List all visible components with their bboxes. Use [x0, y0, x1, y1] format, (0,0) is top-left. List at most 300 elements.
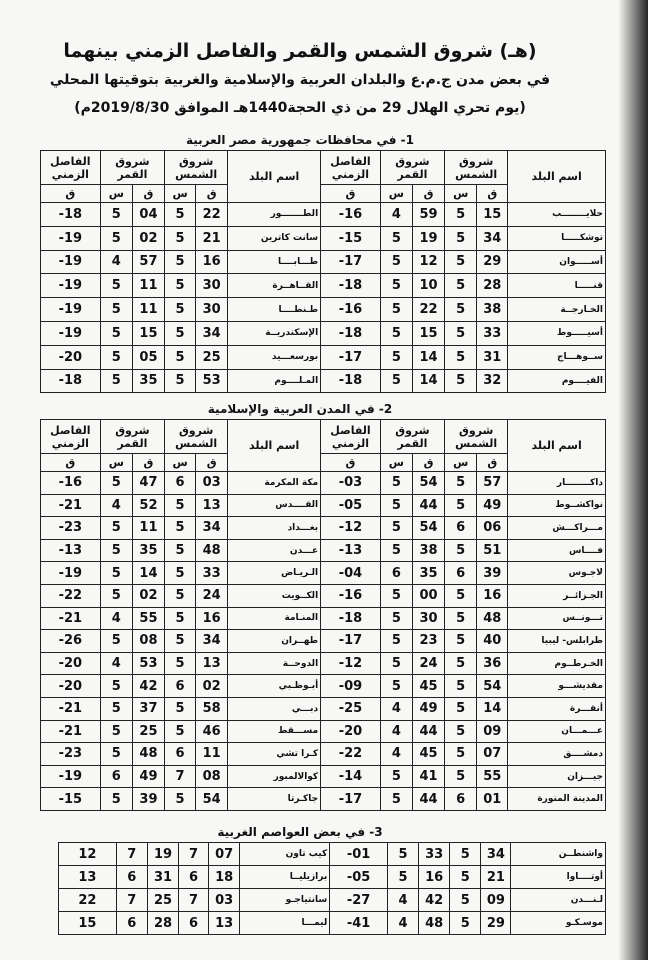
- time-value-cell: 11: [132, 274, 164, 298]
- time-value-cell: 5: [100, 472, 132, 495]
- header-moonrise: شروق القمر: [100, 151, 164, 185]
- section1-title: 1- في محافظات جمهورية مصر العربية: [185, 133, 414, 147]
- table-row: [41, 788, 606, 811]
- time-value-cell: 16: [477, 584, 508, 607]
- city-name-cell: تـــونــس: [508, 607, 606, 630]
- time-value-cell: 4: [380, 203, 412, 227]
- page-date-line: (يوم تحري الهلال 29 من ذي الحجة1440هـ الموافق 2019/8/30م): [74, 100, 526, 116]
- time-value-cell: 5: [100, 298, 132, 322]
- time-value-cell: 12-: [321, 652, 381, 675]
- time-value-cell: 39: [477, 562, 508, 585]
- time-value-cell: 53: [132, 652, 164, 675]
- time-value-cell: 6: [116, 912, 147, 935]
- time-value-cell: 5: [165, 539, 196, 562]
- time-value-cell: 13: [209, 912, 240, 935]
- time-value-cell: 22-: [41, 584, 101, 607]
- table-row: [41, 226, 606, 250]
- time-value-cell: 49: [132, 765, 164, 788]
- header-minutes: ق: [196, 185, 228, 203]
- time-value-cell: 11: [196, 743, 228, 766]
- time-value-cell: 6: [100, 765, 132, 788]
- time-value-cell: 5: [445, 494, 477, 517]
- time-value-cell: 49: [477, 494, 508, 517]
- time-value-cell: 7: [116, 843, 147, 866]
- time-value-cell: 34: [196, 517, 228, 540]
- header-interval: الفاصل الزمني: [321, 420, 381, 454]
- time-value-cell: 5: [165, 517, 196, 540]
- time-value-cell: 09: [477, 720, 508, 743]
- time-value-cell: 5: [445, 203, 477, 227]
- time-value-cell: 23-: [41, 743, 101, 766]
- time-value-cell: 5: [165, 250, 196, 274]
- city-name-cell: بورسعـــيد: [228, 345, 321, 369]
- table-row: [41, 250, 606, 274]
- header-minutes: ق: [412, 454, 444, 472]
- time-value-cell: 16-: [321, 298, 381, 322]
- header-interval: الفاصل الزمني: [41, 151, 101, 185]
- time-value-cell: 23: [412, 630, 444, 653]
- city-name-cell: مقديشـــو: [508, 675, 606, 698]
- time-value-cell: 57: [477, 472, 508, 495]
- time-value-cell: 19-: [41, 765, 101, 788]
- time-value-cell: 12: [59, 843, 117, 866]
- time-value-cell: 6: [380, 562, 412, 585]
- city-name-cell: أبـوظـبي: [228, 675, 321, 698]
- time-value-cell: 5: [445, 226, 477, 250]
- time-value-cell: 48: [196, 539, 228, 562]
- time-value-cell: 17-: [321, 345, 381, 369]
- time-value-cell: 5: [445, 539, 477, 562]
- time-value-cell: 5: [387, 843, 418, 866]
- time-value-cell: 59: [412, 203, 444, 227]
- time-value-cell: 54: [412, 517, 444, 540]
- city-name-cell: توشكـــــا: [508, 226, 606, 250]
- time-value-cell: 10: [412, 274, 444, 298]
- time-value-cell: 5: [100, 720, 132, 743]
- table-row: [41, 584, 606, 607]
- city-name-cell: كوالالمبور: [228, 765, 321, 788]
- city-name-cell: الفيــــوم: [508, 369, 606, 393]
- time-value-cell: 20-: [41, 345, 101, 369]
- time-value-cell: 54: [412, 472, 444, 495]
- city-name-cell: كيب تاون: [240, 843, 330, 866]
- time-value-cell: 29: [477, 250, 508, 274]
- table-row: [41, 539, 606, 562]
- time-value-cell: 5: [100, 203, 132, 227]
- table-row: [41, 630, 606, 653]
- city-name-cell: عـــمـــان: [508, 720, 606, 743]
- time-value-cell: 4: [100, 250, 132, 274]
- header-moonrise: شروق القمر: [100, 420, 164, 454]
- time-value-cell: 12-: [321, 517, 381, 540]
- time-value-cell: 25: [147, 889, 178, 912]
- city-name-cell: طـنطــــا: [228, 298, 321, 322]
- time-value-cell: 20-: [41, 652, 101, 675]
- page-title: (هـ) شروق الشمس والقمر والفاصل الزمني بينهما: [63, 40, 537, 62]
- header-minutes: ق: [321, 454, 381, 472]
- time-value-cell: 18-: [41, 203, 101, 227]
- header-hours: س: [380, 454, 412, 472]
- time-value-cell: 19-: [41, 321, 101, 345]
- time-value-cell: 4: [387, 889, 418, 912]
- header-hours: س: [100, 185, 132, 203]
- header-hours: س: [445, 454, 477, 472]
- header-sunrise: شروق الشمس: [445, 420, 508, 454]
- header-minutes: ق: [477, 185, 508, 203]
- time-value-cell: 52: [132, 494, 164, 517]
- time-value-cell: 03: [196, 472, 228, 495]
- time-value-cell: 5: [445, 630, 477, 653]
- city-name-cell: طهــران: [228, 630, 321, 653]
- time-value-cell: 13: [59, 866, 117, 889]
- time-value-cell: 48: [132, 743, 164, 766]
- time-value-cell: 34: [481, 843, 511, 866]
- header-city: اسم البلد: [228, 151, 321, 203]
- time-value-cell: 5: [100, 517, 132, 540]
- time-value-cell: 44: [412, 494, 444, 517]
- time-value-cell: 5: [380, 472, 412, 495]
- time-value-cell: 22: [196, 203, 228, 227]
- time-value-cell: 39: [132, 788, 164, 811]
- time-value-cell: 4: [100, 652, 132, 675]
- time-value-cell: 03: [209, 889, 240, 912]
- city-name-cell: سانت كاترين: [228, 226, 321, 250]
- time-value-cell: 35: [412, 562, 444, 585]
- city-name-cell: واشنطــن: [511, 843, 606, 866]
- time-value-cell: 5: [387, 866, 418, 889]
- time-value-cell: 5: [165, 697, 196, 720]
- time-value-cell: 5: [165, 321, 196, 345]
- time-value-cell: 19-: [41, 274, 101, 298]
- table-row: [41, 274, 606, 298]
- city-name-cell: الخـارجــة: [508, 298, 606, 322]
- table-row: [41, 675, 606, 698]
- city-name-cell: طـــابــــا: [228, 250, 321, 274]
- time-value-cell: 11: [132, 298, 164, 322]
- header-interval: الفاصل الزمني: [321, 151, 381, 185]
- table-row: [41, 345, 606, 369]
- header-minutes: ق: [477, 454, 508, 472]
- time-value-cell: 5: [165, 494, 196, 517]
- time-value-cell: 48: [477, 607, 508, 630]
- time-value-cell: 5: [100, 539, 132, 562]
- time-value-cell: 5: [445, 584, 477, 607]
- time-value-cell: 02: [196, 675, 228, 698]
- city-name-cell: ليمـــا: [240, 912, 330, 935]
- city-name-cell: أوتــــاوا: [511, 866, 606, 889]
- time-value-cell: 5: [450, 843, 481, 866]
- egypt-governorates-table: [40, 150, 606, 393]
- time-value-cell: 24: [196, 584, 228, 607]
- time-value-cell: 5: [380, 788, 412, 811]
- header-sunrise: شروق الشمس: [165, 420, 228, 454]
- time-value-cell: 13: [196, 652, 228, 675]
- time-value-cell: 11: [132, 517, 164, 540]
- time-value-cell: 01: [477, 788, 508, 811]
- arab-islamic-cities-table: [40, 419, 606, 811]
- time-value-cell: 5: [380, 765, 412, 788]
- city-name-cell: كـرا تشي: [228, 743, 321, 766]
- time-value-cell: 5: [100, 369, 132, 393]
- time-value-cell: 30: [412, 607, 444, 630]
- time-value-cell: 15: [59, 912, 117, 935]
- time-value-cell: 13: [196, 494, 228, 517]
- time-value-cell: 04-: [321, 562, 381, 585]
- city-name-cell: القــــدس: [228, 494, 321, 517]
- time-value-cell: 5: [450, 889, 481, 912]
- time-value-cell: 5: [165, 226, 196, 250]
- time-value-cell: 01-: [330, 843, 388, 866]
- time-value-cell: 5: [165, 584, 196, 607]
- city-name-cell: الدوحــة: [228, 652, 321, 675]
- header-interval: الفاصل الزمني: [41, 420, 101, 454]
- time-value-cell: 19: [147, 843, 178, 866]
- city-name-cell: عـــدن: [228, 539, 321, 562]
- time-value-cell: 5: [445, 743, 477, 766]
- time-value-cell: 6: [165, 675, 196, 698]
- time-value-cell: 5: [100, 675, 132, 698]
- city-name-cell: لاجـوس: [508, 562, 606, 585]
- time-value-cell: 02: [132, 584, 164, 607]
- time-value-cell: 44: [412, 720, 444, 743]
- time-value-cell: 6: [165, 472, 196, 495]
- photo-edge-shadow: [618, 0, 648, 960]
- header-moonrise: شروق القمر: [380, 151, 444, 185]
- time-value-cell: 12: [412, 250, 444, 274]
- table-row: [41, 765, 606, 788]
- header-minutes: ق: [132, 454, 164, 472]
- time-value-cell: 7: [165, 765, 196, 788]
- time-value-cell: 5: [100, 743, 132, 766]
- header-hours: س: [165, 185, 196, 203]
- time-value-cell: 17-: [321, 788, 381, 811]
- header-sunrise: شروق الشمس: [445, 151, 508, 185]
- city-name-cell: قنـــــا: [508, 274, 606, 298]
- time-value-cell: 31: [147, 866, 178, 889]
- time-value-cell: 6: [116, 866, 147, 889]
- city-name-cell: القــاهــرة: [228, 274, 321, 298]
- time-value-cell: 48: [419, 912, 450, 935]
- header-minutes: ق: [41, 185, 101, 203]
- city-name-cell: الخـرطــوم: [508, 652, 606, 675]
- time-value-cell: 5: [100, 630, 132, 653]
- table-row: [41, 720, 606, 743]
- time-value-cell: 18-: [41, 369, 101, 393]
- time-value-cell: 46: [196, 720, 228, 743]
- time-value-cell: 5: [380, 274, 412, 298]
- time-value-cell: 28: [477, 274, 508, 298]
- time-value-cell: 5: [380, 369, 412, 393]
- time-value-cell: 19-: [41, 226, 101, 250]
- time-value-cell: 07: [209, 843, 240, 866]
- city-name-cell: دبـــي: [228, 697, 321, 720]
- time-value-cell: 7: [179, 889, 209, 912]
- time-value-cell: 5: [165, 562, 196, 585]
- time-value-cell: 27-: [330, 889, 388, 912]
- city-name-cell: أنقـــرة: [508, 697, 606, 720]
- time-value-cell: 15-: [321, 226, 381, 250]
- time-value-cell: 20-: [41, 675, 101, 698]
- time-value-cell: 7: [179, 843, 209, 866]
- table-row: [41, 652, 606, 675]
- header-hours: س: [445, 185, 477, 203]
- time-value-cell: 14: [412, 345, 444, 369]
- time-value-cell: 38: [412, 539, 444, 562]
- time-value-cell: 6: [445, 517, 477, 540]
- time-value-cell: 19: [412, 226, 444, 250]
- time-value-cell: 33: [477, 321, 508, 345]
- time-value-cell: 19-: [41, 562, 101, 585]
- time-value-cell: 31: [477, 345, 508, 369]
- time-value-cell: 44: [412, 788, 444, 811]
- time-value-cell: 54: [196, 788, 228, 811]
- time-value-cell: 5: [445, 298, 477, 322]
- time-value-cell: 18-: [321, 274, 381, 298]
- time-value-cell: 5: [445, 697, 477, 720]
- time-value-cell: 7: [116, 889, 147, 912]
- time-value-cell: 32: [477, 369, 508, 393]
- time-value-cell: 5: [100, 584, 132, 607]
- table-row: [41, 562, 606, 585]
- time-value-cell: 18: [209, 866, 240, 889]
- header-minutes: ق: [321, 185, 381, 203]
- time-value-cell: 38: [477, 298, 508, 322]
- time-value-cell: 5: [445, 274, 477, 298]
- time-value-cell: 41-: [330, 912, 388, 935]
- table-row: [41, 472, 606, 495]
- table-row: [41, 743, 606, 766]
- header-minutes: ق: [196, 454, 228, 472]
- time-value-cell: 00: [412, 584, 444, 607]
- time-value-cell: 16: [196, 250, 228, 274]
- time-value-cell: 28: [147, 912, 178, 935]
- time-value-cell: 33: [196, 562, 228, 585]
- time-value-cell: 22-: [321, 743, 381, 766]
- city-name-cell: المدينة المنورة: [508, 788, 606, 811]
- city-name-cell: الـريـاض: [228, 562, 321, 585]
- time-value-cell: 41: [412, 765, 444, 788]
- time-value-cell: 5: [165, 607, 196, 630]
- time-value-cell: 14-: [321, 765, 381, 788]
- time-value-cell: 5: [165, 203, 196, 227]
- time-value-cell: 5: [100, 345, 132, 369]
- time-value-cell: 5: [380, 226, 412, 250]
- page-subtitle: في بعض مدن ج.م.ع والبلدان العربية والإسلامية والغربية بتوقيتها المحلي: [49, 72, 551, 88]
- time-value-cell: 05: [132, 345, 164, 369]
- time-value-cell: 15-: [41, 788, 101, 811]
- time-value-cell: 16-: [321, 584, 381, 607]
- time-value-cell: 29: [481, 912, 511, 935]
- time-value-cell: 15: [132, 321, 164, 345]
- header-city: اسم البلد: [508, 420, 606, 472]
- time-value-cell: 5: [445, 720, 477, 743]
- time-value-cell: 03-: [321, 472, 381, 495]
- city-name-cell: جيـــزان: [508, 765, 606, 788]
- time-value-cell: 34: [196, 630, 228, 653]
- header-moonrise: شروق القمر: [380, 420, 444, 454]
- time-value-cell: 5: [165, 369, 196, 393]
- time-value-cell: 4: [387, 912, 418, 935]
- table-row: [59, 866, 606, 889]
- time-value-cell: 18-: [321, 607, 381, 630]
- time-value-cell: 5: [380, 517, 412, 540]
- city-name-cell: جاكـرتا: [228, 788, 321, 811]
- city-name-cell: الجـزائــر: [508, 584, 606, 607]
- western-capitals-table: [58, 842, 606, 935]
- time-value-cell: 21-: [41, 720, 101, 743]
- time-value-cell: 34: [196, 321, 228, 345]
- time-value-cell: 55: [132, 607, 164, 630]
- time-value-cell: 16: [419, 866, 450, 889]
- time-value-cell: 17-: [321, 250, 381, 274]
- city-name-cell: داكــــــــار: [508, 472, 606, 495]
- city-name-cell: طرابلس- ليبيا: [508, 630, 606, 653]
- table-row: [41, 369, 606, 393]
- time-value-cell: 18-: [321, 321, 381, 345]
- table-row: [41, 697, 606, 720]
- time-value-cell: 5: [380, 539, 412, 562]
- time-value-cell: 6: [179, 912, 209, 935]
- header-minutes: ق: [41, 454, 101, 472]
- time-value-cell: 21-: [41, 494, 101, 517]
- time-value-cell: 5: [445, 765, 477, 788]
- time-value-cell: 21-: [41, 607, 101, 630]
- time-value-cell: 18-: [321, 369, 381, 393]
- city-name-cell: فــــاس: [508, 539, 606, 562]
- time-value-cell: 6: [445, 562, 477, 585]
- time-value-cell: 6: [179, 866, 209, 889]
- time-value-cell: 21-: [41, 697, 101, 720]
- city-name-cell: حلايــــــــب: [508, 203, 606, 227]
- time-value-cell: 4: [100, 494, 132, 517]
- time-value-cell: 5: [165, 345, 196, 369]
- time-value-cell: 22: [59, 889, 117, 912]
- time-value-cell: 07: [477, 743, 508, 766]
- time-value-cell: 4: [100, 607, 132, 630]
- time-value-cell: 5: [445, 652, 477, 675]
- time-value-cell: 02: [132, 226, 164, 250]
- city-name-cell: المنـامة: [228, 607, 321, 630]
- time-value-cell: 21: [196, 226, 228, 250]
- time-value-cell: 15: [477, 203, 508, 227]
- time-value-cell: 42: [419, 889, 450, 912]
- time-value-cell: 5: [445, 321, 477, 345]
- city-name-cell: أسيـــــوط: [508, 321, 606, 345]
- city-name-cell: بغـــداد: [228, 517, 321, 540]
- time-value-cell: 35: [132, 539, 164, 562]
- time-value-cell: 47: [132, 472, 164, 495]
- time-value-cell: 5: [100, 321, 132, 345]
- time-value-cell: 4: [380, 720, 412, 743]
- time-value-cell: 33: [419, 843, 450, 866]
- time-value-cell: 57: [132, 250, 164, 274]
- header-hours: س: [380, 185, 412, 203]
- time-value-cell: 14: [412, 369, 444, 393]
- table-row: [41, 607, 606, 630]
- city-name-cell: لـنـــدن: [511, 889, 606, 912]
- time-value-cell: 19-: [41, 298, 101, 322]
- time-value-cell: 36: [477, 652, 508, 675]
- time-value-cell: 51: [477, 539, 508, 562]
- time-value-cell: 5: [380, 494, 412, 517]
- header-city: اسم البلد: [228, 420, 321, 472]
- city-name-cell: مســـقط: [228, 720, 321, 743]
- table-row: [41, 517, 606, 540]
- time-value-cell: 5: [165, 298, 196, 322]
- time-value-cell: 58: [196, 697, 228, 720]
- time-value-cell: 5: [380, 607, 412, 630]
- time-value-cell: 49: [412, 697, 444, 720]
